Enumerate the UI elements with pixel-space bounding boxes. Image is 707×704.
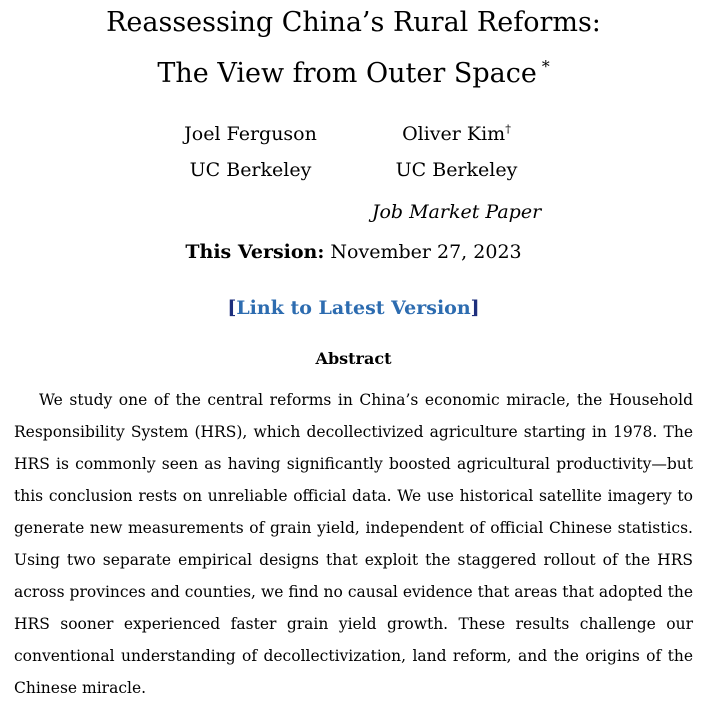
latest-version-link[interactable]: Link to Latest Version — [236, 297, 471, 319]
version-line — [14, 239, 693, 265]
paper-title-line2-text: The View from Outer Space — [157, 58, 537, 89]
version-date: November 27, 2023 — [330, 241, 522, 263]
version-label: This Version: — [185, 241, 325, 263]
abstract-text: We study one of the central reforms in China’s economic miracle, the Household Responsibility System (HRS), which decollectivized agriculture starting in 1978. The HRS is commonly seen as having significantly boosted agricultural productivity—but this conclusion rests on unreliable official data. We use historical satellite imagery to generate new measurements of grain yield, independent of official Chinese statistics. Using two separate empirical designs that exploit the staggered rollout of the HRS across provinces and counties, we find no causal evidence that areas that adopted the HRS sooner experienced faster grain yield growth. These results challenge our conventional understanding of decollectivization, land reform, and the origins of the Chinese miracle. — [14, 391, 693, 697]
link-line — [14, 295, 693, 321]
abstract-heading: Abstract — [315, 349, 392, 368]
title-footnote-asterisk: * — [541, 57, 550, 76]
author-name — [361, 123, 553, 145]
link-open-bracket: [ — [227, 297, 237, 319]
author-name-text: Oliver Kim — [402, 123, 506, 145]
link-close-bracket: ] — [470, 297, 480, 319]
author-joel-ferguson — [155, 123, 347, 223]
job-market-paper-note: Job Market Paper — [371, 201, 542, 223]
author-affiliation: UC Berkeley — [395, 159, 518, 181]
paper-title — [14, 4, 693, 93]
author-block — [14, 123, 693, 223]
author-affiliation: UC Berkeley — [189, 159, 312, 181]
paper-title-line2 — [14, 55, 693, 93]
author-name: Joel Ferguson — [184, 123, 317, 145]
author-dagger-marker: † — [505, 121, 511, 136]
paper-title-line1: Reassessing China’s Rural Reforms: — [106, 7, 601, 38]
author-oliver-kim — [361, 123, 553, 223]
